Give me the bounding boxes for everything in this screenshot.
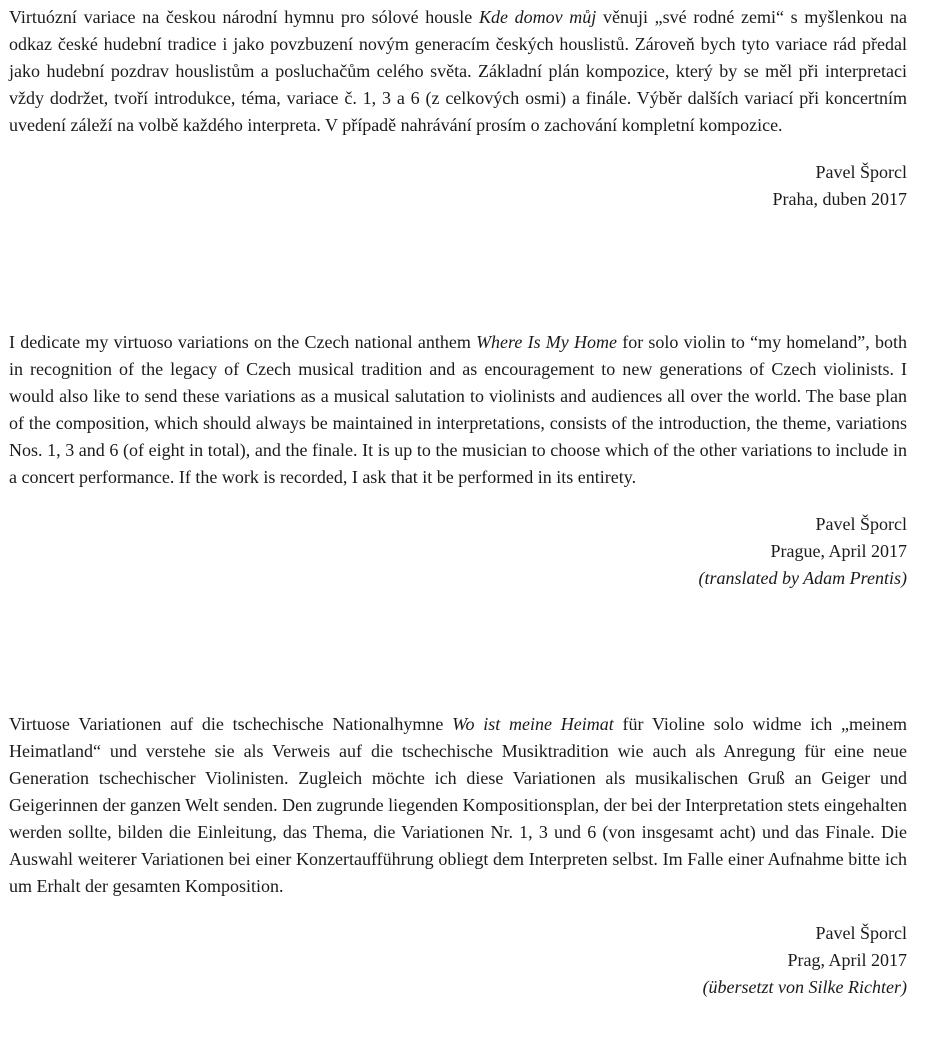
czech-place-date: Praha, duben 2017: [772, 189, 907, 209]
german-work-title: Wo ist meine Heimat: [452, 714, 614, 734]
czech-signature: [9, 159, 907, 213]
english-paragraph: [9, 329, 907, 491]
german-translator: (übersetzt von Silke Richter): [702, 977, 907, 997]
english-place-date: Prague, April 2017: [770, 541, 907, 561]
german-place-date: Prag, April 2017: [787, 950, 907, 970]
english-translator: (translated by Adam Prentis): [698, 568, 907, 588]
german-text-before: Virtuose Variationen auf die tschechische Nationalhymne: [9, 714, 453, 734]
english-dedication: [9, 329, 907, 592]
german-signature: [9, 920, 907, 1001]
czech-text-before: Virtuózní variace na českou národní hymnu pro sólové housle: [9, 7, 479, 27]
czech-dedication: [9, 4, 907, 213]
czech-paragraph: [9, 4, 907, 139]
czech-work-title: Kde domov můj: [478, 7, 597, 27]
german-paragraph: [9, 711, 907, 900]
english-text-before: I dedicate my virtuoso variations on the Czech national anthem: [9, 332, 477, 352]
english-text-after: for solo violin to “my homeland”, both in recognition of the legacy of Czech musical tradition and as encouragement to new generations of Czech violinists. I would also like to send these variations as a musical salutation to violinists and audiences all over the world. The base plan of the composition, which should always be maintained in interpretations, consists of the introduction, the theme, variations Nos. 1, 3 and 6 (of eight in total), and the finale. It is up to the musician to choose which of the other variations to include in a concert performance. If the work is recorded, I ask that it be performed in its entirety.: [9, 332, 907, 487]
czech-text-after: věnuji „své rodné zemi“ s myšlenkou na odkaz české hudební tradice i jako povzbuzení novým generacím českých houslistů. Zároveň bych tyto variace rád předal jako hudební pozdrav houslistům a posluchačům celého světa. Základní plán kompozice, který by se měl při interpretaci vždy dodržet, tvoří introdukce, téma, variace č. 1, 3 a 6 (z celkových osmi) a finále. Výběr dalších variací při koncertním uvedení záleží na volbě každého interpreta. V případě nahrávání prosím o zachování kompletní kompozice.: [9, 7, 908, 135]
english-signature: [9, 511, 907, 592]
english-author: Pavel Šporcl: [815, 514, 907, 534]
english-work-title: Where Is My Home: [476, 332, 617, 352]
german-dedication: [9, 711, 907, 1001]
czech-author: Pavel Šporcl: [815, 162, 907, 182]
german-author: Pavel Šporcl: [815, 923, 907, 943]
german-text-after: für Violine solo widme ich „meinem Heimatland“ und verstehe sie als Verweis auf die tschechische Musiktradition wie auch als Anregung für eine neue Generation tschechischer Violinisten. Zugleich möchte ich diese Variationen als musikalischen Gruß an Geiger und Geigerinnen der ganzen Welt senden. Den zugrunde liegenden Kompositionsplan, der bei der Interpretation stets eingehalten werden sollte, bilden die Einleitung, das Thema, die Variationen Nr. 1, 3 und 6 (von insgesamt acht) und das Finale. Die Auswahl weiterer Variationen bei einer Konzertaufführung obliegt dem Interpreten selbst. Im Falle einer Aufnahme bitte ich um Erhalt der gesamten Komposition.: [9, 714, 907, 896]
